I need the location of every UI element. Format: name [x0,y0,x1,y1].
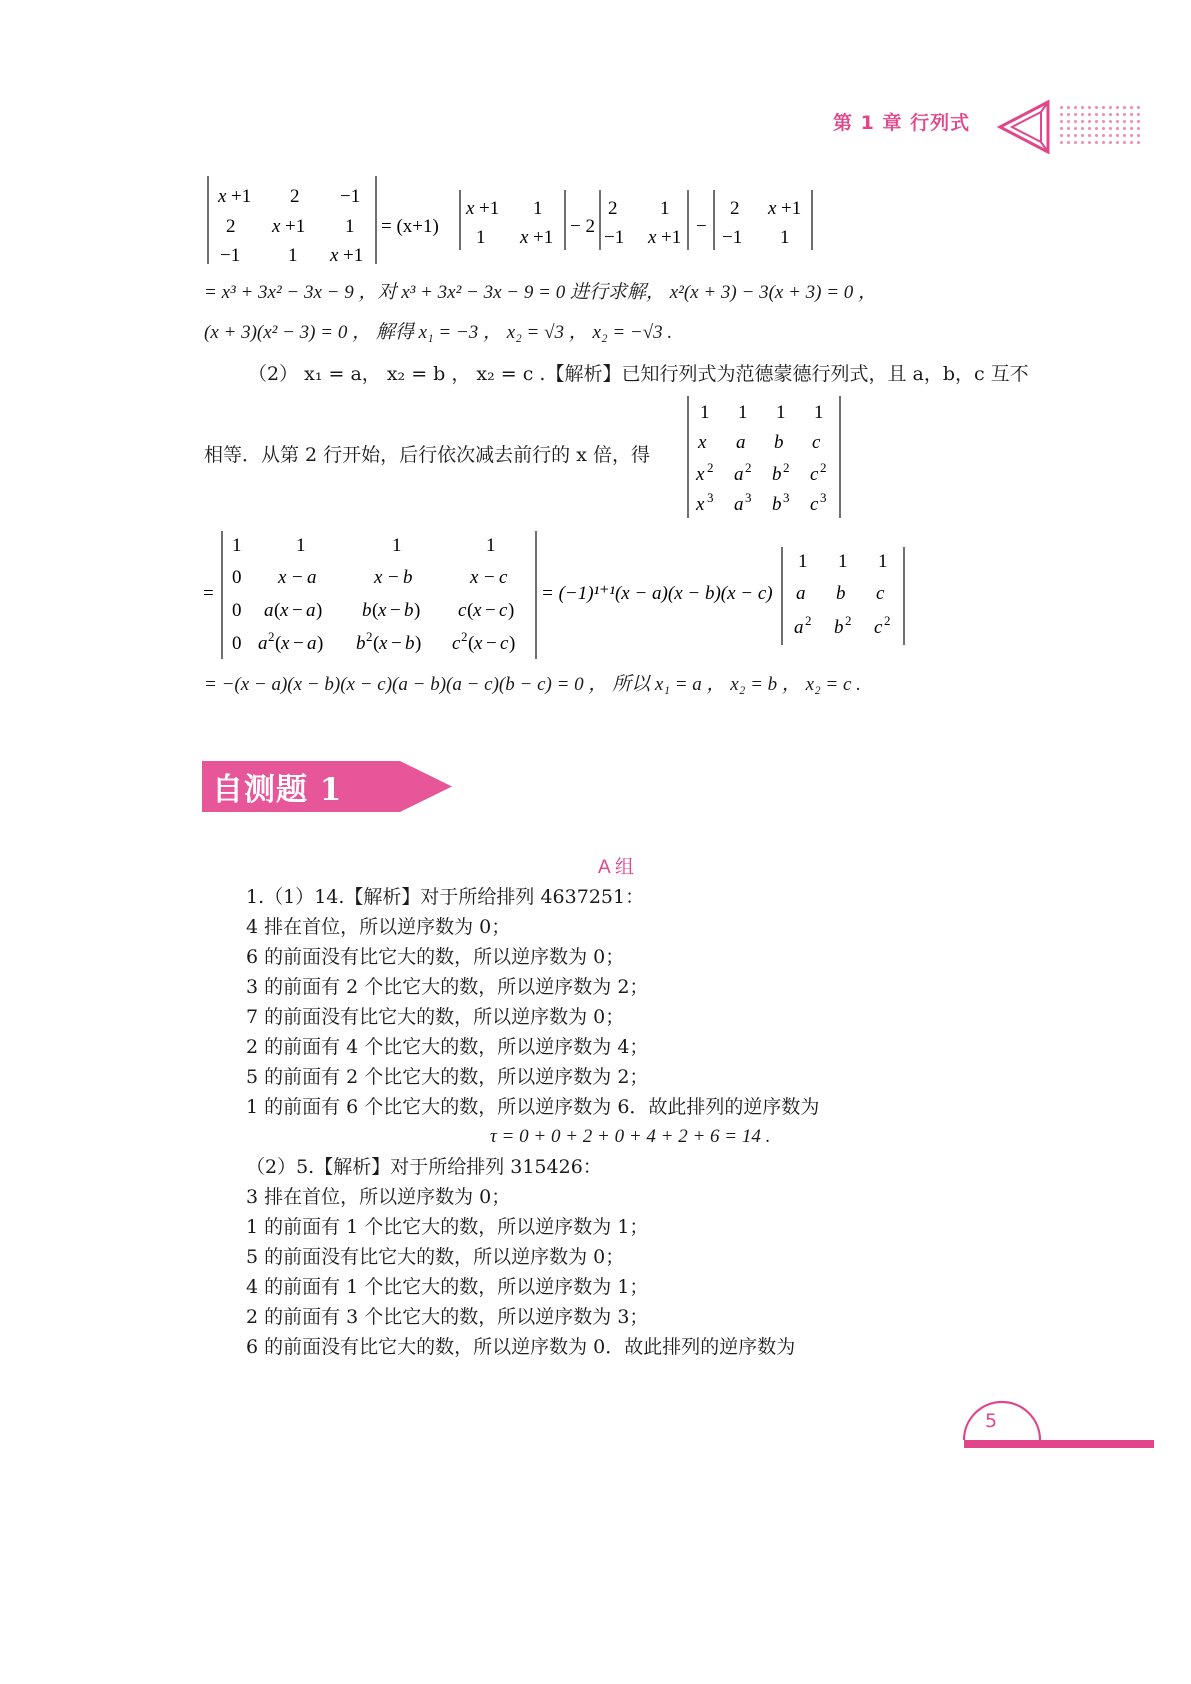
svg-text:0: 0 [232,567,242,588]
svg-text:c: c [876,583,885,604]
svg-text:1: 1 [780,227,790,248]
svg-text:x: x [278,567,287,588]
svg-text:x: x [374,567,383,588]
svg-text:3: 3 [745,490,752,505]
exercise-line: 3 的前面有 2 个比它大的数，所以逆序数为 2； [246,976,649,998]
header-dot-pattern [1058,104,1142,144]
exercise-line: 4 的前面有 1 个比它大的数，所以逆序数为 1； [246,1276,649,1298]
svg-text:2: 2 [745,460,752,475]
svg-text:1: 1 [838,551,848,572]
svg-text:x: x [218,186,227,207]
svg-text:): ) [509,633,516,654]
eq-sign: = [203,583,214,604]
svg-text:x: x [696,494,705,515]
svg-text:a: a [307,567,317,588]
svg-text:a: a [734,464,744,485]
svg-text:x: x [474,633,483,654]
svg-text:x: x [696,464,705,485]
svg-text:b: b [356,633,366,654]
svg-text:b: b [362,600,372,621]
svg-text:2: 2 [707,460,714,475]
svg-text:x: x [466,198,475,219]
svg-text:c: c [499,567,508,588]
svg-text:+1: +1 [285,216,306,237]
svg-text:2: 2 [366,629,373,644]
svg-text:x: x [378,600,387,621]
svg-text:): ) [317,633,324,654]
svg-text:3: 3 [707,490,714,505]
svg-text:b: b [774,432,784,453]
factor-text: = (−1)¹⁺¹(x − a)(x − b)(x − c) [541,583,773,604]
svg-text:+1: +1 [231,186,252,207]
svg-text:c: c [500,633,509,654]
svg-text:2: 2 [226,216,236,237]
svg-text:b: b [836,583,846,604]
svg-text:a: a [736,432,746,453]
exercise-line: 5 的前面有 2 个比它大的数，所以逆序数为 2； [246,1066,649,1088]
vandermonde-det [684,392,844,522]
svg-text:−: − [484,567,495,588]
svg-text:1: 1 [533,198,543,219]
svg-text:+1: +1 [343,245,364,266]
svg-text:): ) [414,600,421,621]
exercise-line: 4 排在首位，所以逆序数为 0； [246,916,511,938]
minus-text: − [696,216,707,237]
reduced-det [200,527,920,662]
svg-text:b: b [405,633,415,654]
svg-text:+1: +1 [781,198,802,219]
svg-text:−: − [292,600,303,621]
det3-expansion [200,172,840,267]
svg-text:−: − [390,600,401,621]
svg-text:(: ( [468,633,475,654]
svg-text:2: 2 [820,460,827,475]
exercise-line: 2 的前面有 3 个比它大的数，所以逆序数为 3； [246,1306,649,1328]
svg-text:x: x [272,216,281,237]
exercise-line: 1 的前面有 6 个比它大的数，所以逆序数为 6．故此排列的逆序数为 [246,1096,820,1118]
exercise-line: 2 的前面有 4 个比它大的数，所以逆序数为 4； [246,1036,649,1058]
svg-text:1: 1 [814,402,824,423]
exercise-formula: τ = 0 + 0 + 2 + 0 + 4 + 2 + 6 = 14 . [490,1126,771,1147]
svg-text:(: ( [372,600,379,621]
svg-text:x: x [379,633,388,654]
svg-text:x: x [768,198,777,219]
svg-text:−: − [485,600,496,621]
svg-text:1: 1 [296,535,306,556]
svg-text:x: x [330,245,339,266]
svg-text:1: 1 [345,216,355,237]
svg-text:c: c [812,432,821,453]
part2-intro: （2） x₁ = a， x₂ = b ， x₂ = c .【解析】已知行列式为范德蒙德行列式，且 a，b，c 互不 [248,363,1029,385]
svg-text:x: x [473,600,482,621]
svg-text:1: 1 [476,227,486,248]
svg-text:x: x [520,227,529,248]
svg-text:): ) [316,600,323,621]
chapter-title: 第 1 章 行列式 [833,112,971,134]
svg-text:−: − [388,567,399,588]
svg-text:−1: −1 [340,186,361,207]
svg-text:x: x [281,633,290,654]
svg-text:1: 1 [486,535,496,556]
svg-text:c: c [458,600,467,621]
svg-text:): ) [508,600,515,621]
svg-text:c: c [499,600,508,621]
svg-text:2: 2 [884,613,891,628]
svg-text:2: 2 [461,629,468,644]
expand-line: = x³ + 3x² − 3x − 9 ，对 x³ + 3x² − 3x − 9 = 0 进行求解， x²(x + 3) − 3(x + 3) = 0 ， [204,282,878,303]
exercise-line: 1 的前面有 1 个比它大的数，所以逆序数为 1； [246,1216,649,1238]
svg-text:c: c [452,633,461,654]
section-title: 自测题 1 [212,772,343,808]
svg-text:1: 1 [738,402,748,423]
minus2-text: − 2 [570,216,595,237]
svg-text:1: 1 [288,245,298,266]
svg-text:c: c [810,494,819,515]
svg-text:1: 1 [776,402,786,423]
svg-text:2: 2 [290,186,300,207]
svg-text:c: c [874,617,883,638]
part2-step-text: 相等．从第 2 行开始，后行依次减去前行的 x 倍，得 [204,444,650,466]
svg-text:−1: −1 [722,227,743,248]
svg-text:3: 3 [783,490,790,505]
svg-text:+1: +1 [479,198,500,219]
chapter-triangle-logo [996,98,1056,156]
exercise-line: 6 的前面没有比它大的数，所以逆序数为 0．故此排列的逆序数为 [246,1336,796,1358]
svg-text:1: 1 [232,535,242,556]
svg-text:−: − [391,633,402,654]
svg-text:a: a [307,633,317,654]
svg-text:−1: −1 [220,245,241,266]
svg-text:+1: +1 [533,227,554,248]
svg-text:x: x [698,432,707,453]
svg-text:): ) [415,633,422,654]
svg-text:2: 2 [608,198,618,219]
exercise-line: 6 的前面没有比它大的数，所以逆序数为 0； [246,946,625,968]
svg-text:+1: +1 [661,227,682,248]
svg-text:1: 1 [660,198,670,219]
exercise-line: 5 的前面没有比它大的数，所以逆序数为 0； [246,1246,625,1268]
svg-text:(: ( [467,600,474,621]
svg-text:a: a [264,600,274,621]
svg-text:1: 1 [392,535,402,556]
svg-text:2: 2 [805,613,812,628]
svg-text:(: ( [373,633,380,654]
svg-text:−: − [292,567,303,588]
svg-text:−1: −1 [604,227,625,248]
svg-text:a: a [734,494,744,515]
svg-text:3: 3 [820,490,827,505]
exercise-line: 7 的前面没有比它大的数，所以逆序数为 0； [246,1006,625,1028]
svg-text:x: x [280,600,289,621]
det3-eq-text: = (x+1) [381,216,439,237]
svg-text:2: 2 [730,198,740,219]
svg-text:x: x [470,567,479,588]
svg-text:b: b [404,600,414,621]
part2-final-line: = −(x − a)(x − b)(x − c)(a − b)(a − c)(b − c) = 0 ， 所以 x₁ = a ， x₂ = b ， x₂ = c . [204,674,861,695]
svg-text:(: ( [274,600,281,621]
svg-text:2: 2 [845,613,852,628]
roots-line: (x + 3)(x² − 3) = 0 ， 解得 x₁ = −3 ， x₂ = √3 ， x₂ = −√3 . [204,322,673,343]
svg-text:a: a [258,633,268,654]
svg-text:b: b [403,567,413,588]
svg-text:a: a [796,583,806,604]
svg-text:1: 1 [700,402,710,423]
svg-text:a: a [794,617,804,638]
svg-text:1: 1 [878,551,888,572]
svg-text:x: x [648,227,657,248]
svg-text:−: − [293,633,304,654]
svg-text:b: b [772,464,782,485]
group-label: A 组 [598,857,634,878]
svg-text:0: 0 [232,633,242,654]
svg-text:(: ( [275,633,282,654]
svg-text:1: 1 [798,551,808,572]
svg-text:c: c [810,464,819,485]
svg-text:2: 2 [783,460,790,475]
exercise-line: 3 排在首位，所以逆序数为 0； [246,1186,511,1208]
exercise-line: 1.（1）14.【解析】对于所给排列 4637251： [246,886,645,908]
page-number: 5 [985,1410,998,1432]
svg-text:0: 0 [232,600,242,621]
exercise-line: （2）5.【解析】对于所给排列 315426： [246,1156,602,1178]
svg-text:−: − [486,633,497,654]
svg-text:a: a [306,600,316,621]
svg-text:b: b [772,494,782,515]
svg-text:b: b [834,617,844,638]
svg-text:2: 2 [268,629,275,644]
